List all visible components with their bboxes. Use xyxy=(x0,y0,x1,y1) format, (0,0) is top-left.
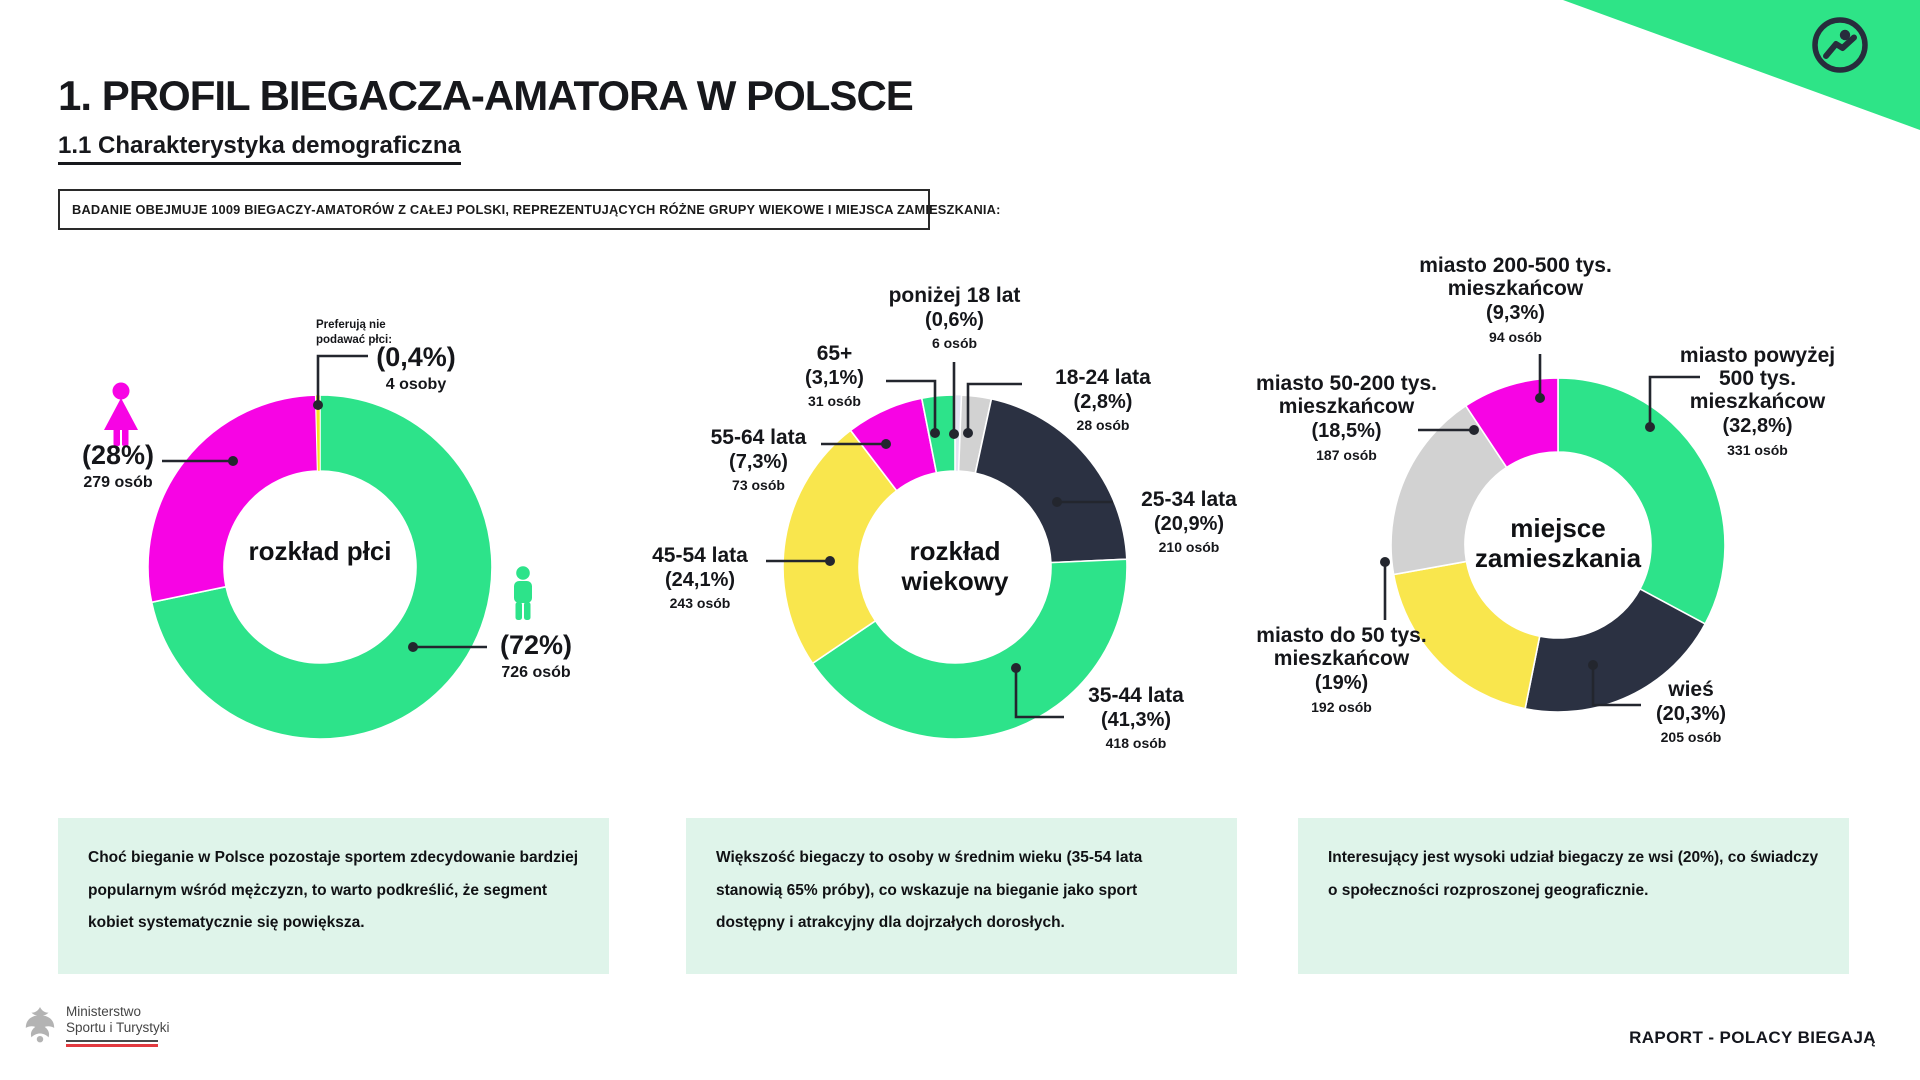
callout-village xyxy=(1628,678,1754,745)
report-title: RAPORT - POLACY BIEGAJĄ xyxy=(1629,1028,1876,1047)
count-label: 192 osób xyxy=(1311,698,1372,715)
ministry-name xyxy=(66,1004,170,1037)
leader-dot xyxy=(949,429,959,439)
leader-dot xyxy=(1535,393,1545,403)
donut-segment-kobiety xyxy=(148,395,318,602)
leader-dot xyxy=(1588,660,1598,670)
ministry-logo-block xyxy=(22,1004,170,1047)
segment-name: miasto 50-200 tys. mieszkańcow xyxy=(1256,372,1437,419)
note-card-age: Większość biegaczy to osoby w średnim wieku (35-54 lata stanowią 65% próby), co wskazuje na bieganie jako sport dostępny i atrakcyjny dla dojrzałych dorosłych. xyxy=(686,818,1237,974)
segment-name: 35-44 lata xyxy=(1088,684,1184,707)
segment-name: poniżej 18 lat xyxy=(888,284,1021,307)
ministry-line2: Sportu i Turystyki xyxy=(66,1020,170,1036)
count-label: 210 osób xyxy=(1158,539,1220,556)
callout-city-over-500 xyxy=(1670,344,1845,458)
callout-age-55-64 xyxy=(696,426,821,493)
leader-dot xyxy=(1052,497,1062,507)
note-card-gender: Choć bieganie w Polsce pozostaje sportem zdecydowanie bardziej popularnym wśród mężczyzn, to warto podkreślić, że segment kobiet systematycznie się powiększa. xyxy=(58,818,609,974)
percent-label: (3,1%) xyxy=(805,367,864,390)
flag-line-dark xyxy=(66,1040,158,1042)
leader-dot xyxy=(408,642,418,652)
male-icon xyxy=(504,566,542,622)
callout-gender-men xyxy=(478,628,594,682)
segment-name: 45-54 lata xyxy=(652,544,748,567)
segment-name: miasto powyżej 500 tys. mieszkańcow xyxy=(1679,344,1836,414)
percent-label: (0,6%) xyxy=(925,309,984,332)
percent-label: (32,8%) xyxy=(1722,415,1793,438)
count-label: 418 osób xyxy=(1105,735,1167,752)
callout-city-200-500 xyxy=(1408,254,1623,345)
section-title: 1.1 Charakterystyka demograficzna xyxy=(58,132,461,165)
eagle-logo-icon xyxy=(22,1004,58,1046)
percent-label: (41,3%) xyxy=(1100,709,1172,732)
study-badge: BADANIE OBEJMUJE 1009 BIEGACZY-AMATORÓW Z CAŁEJ POLSKI, REPREZENTUJĄCYCH RÓŻNE GRUPY WIEKOWE I MIEJSCA ZAMIESZKANIA: xyxy=(58,189,930,230)
count-label: 94 osób xyxy=(1489,328,1542,345)
callout-age-65plus xyxy=(782,342,887,409)
percent-label: (9,3%) xyxy=(1486,302,1545,325)
leader-dot xyxy=(825,556,835,566)
callout-age-under18 xyxy=(872,284,1037,351)
percent-label: (0,4%) xyxy=(376,342,456,372)
leader-dot xyxy=(1469,425,1479,435)
percent-label: (24,1%) xyxy=(664,569,736,592)
callout-city-under-50 xyxy=(1244,624,1439,715)
segment-name: miasto 200-500 tys. mieszkańcow xyxy=(1419,254,1612,301)
count-label: 6 osób xyxy=(931,335,978,352)
percent-label: (18,5%) xyxy=(1311,420,1382,443)
count-label: 73 osób xyxy=(732,477,785,494)
percent-label: (28%) xyxy=(81,440,155,470)
donut-center-label-age: rozkład wiekowy xyxy=(901,536,1009,596)
count-label: 331 osób xyxy=(1727,441,1788,458)
percent-label: (7,3%) xyxy=(729,451,788,474)
leader-dot xyxy=(1380,557,1390,567)
callout-age-25-34 xyxy=(1114,488,1264,555)
segment-name: wieś xyxy=(1668,678,1714,701)
count-label: 279 osób xyxy=(83,474,153,492)
note-card-residence: Interesujący jest wysoki udział biegaczy ze wsi (20%), co świadczy o społeczności rozproszonej geograficznie. xyxy=(1298,818,1849,974)
count-label: 187 osób xyxy=(1316,446,1377,463)
leader-dot xyxy=(930,428,940,438)
segment-name: 55-64 lata xyxy=(710,426,807,449)
leader-dot xyxy=(881,439,891,449)
percent-label: (19%) xyxy=(1314,672,1369,695)
callout-age-18-24 xyxy=(1028,366,1178,433)
flag-line-red xyxy=(66,1044,158,1047)
ministry-line1: Ministerstwo xyxy=(66,1004,142,1019)
count-label: 205 osób xyxy=(1660,729,1722,746)
leader-dot xyxy=(313,400,323,410)
percent-label: (20,9%) xyxy=(1153,513,1225,536)
donut-center-label-residence: miejsce zamieszkania xyxy=(1474,513,1642,573)
callout-age-45-54 xyxy=(634,544,766,611)
percent-label: (20,3%) xyxy=(1655,703,1727,726)
donut-gender xyxy=(148,395,492,739)
page-title: 1. PROFIL BIEGACZA-AMATORA W POLSCE xyxy=(58,72,913,119)
callout-note-no-gender: Preferują nie podawać płci: xyxy=(316,319,393,346)
count-label: 243 osób xyxy=(669,595,731,612)
donut-center-label-gender: rozkład płci xyxy=(248,536,392,566)
callout-city-50-200 xyxy=(1244,372,1449,463)
count-label: 726 osób xyxy=(501,664,571,682)
callout-gender-women xyxy=(66,438,170,492)
segment-name: 18-24 lata xyxy=(1055,366,1151,389)
leader-dot xyxy=(228,456,238,466)
callout-age-35-44 xyxy=(1060,684,1212,751)
segment-name: 25-34 lata xyxy=(1141,488,1237,511)
leader-dot xyxy=(1011,663,1021,673)
count-label: 4 osoby xyxy=(385,376,447,394)
callout-gender-not-stated xyxy=(360,340,472,394)
leader-dot xyxy=(963,428,973,438)
percent-label: (2,8%) xyxy=(1073,391,1133,414)
segment-name: 65+ xyxy=(816,342,853,365)
count-label: 28 osób xyxy=(1076,417,1130,434)
segment-name: miasto do 50 tys. mieszkańcow xyxy=(1256,624,1427,671)
count-label: 31 osób xyxy=(808,393,861,410)
percent-label: (72%) xyxy=(499,630,573,660)
flag-lines xyxy=(66,1040,158,1047)
leader-dot xyxy=(1645,422,1655,432)
